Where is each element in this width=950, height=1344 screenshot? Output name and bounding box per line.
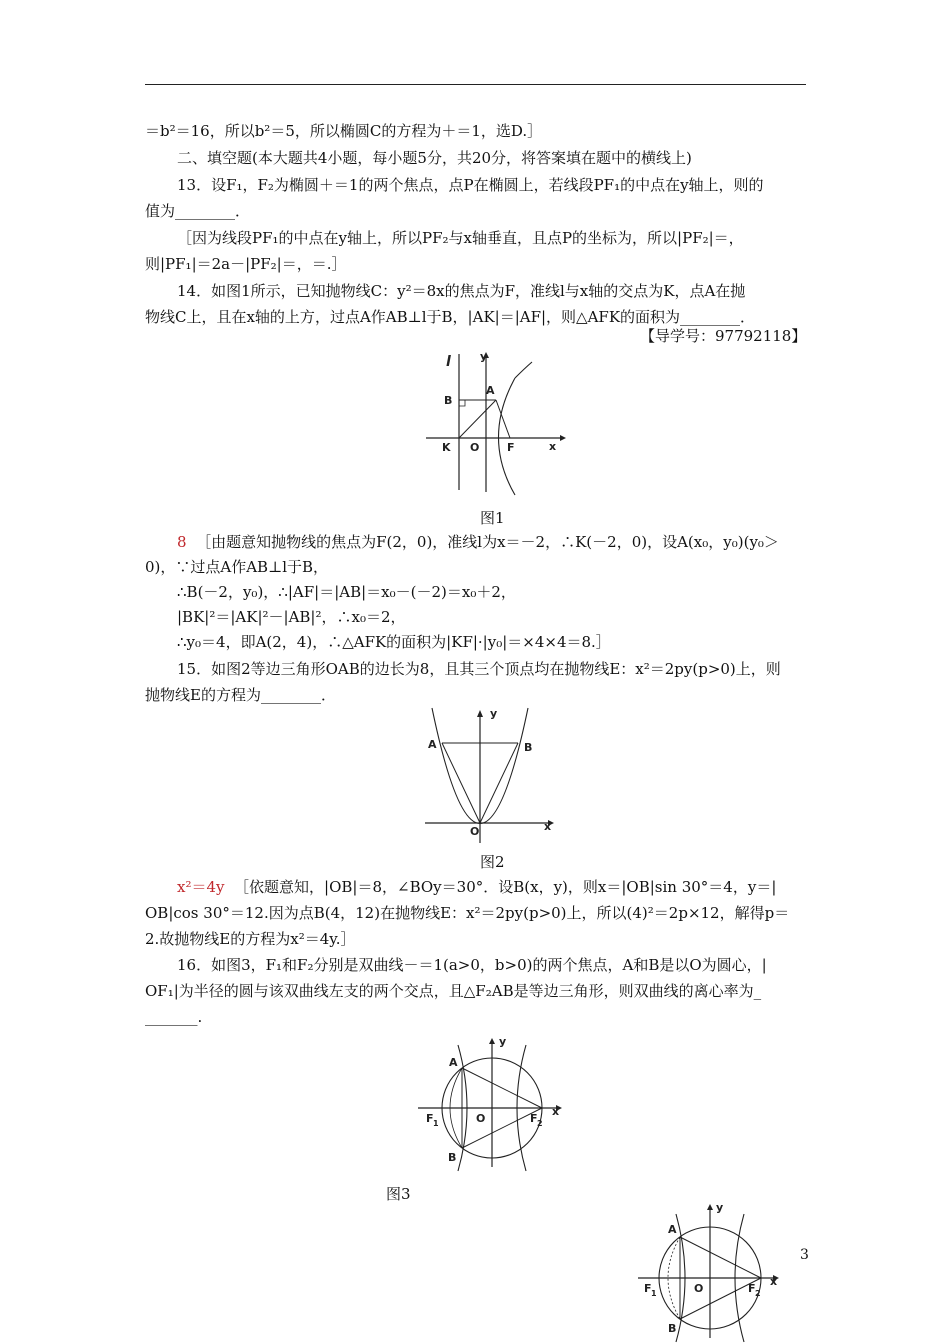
page-number: 3 bbox=[800, 1247, 809, 1263]
answer-14: 8 bbox=[177, 533, 187, 551]
label-B: B bbox=[524, 741, 533, 754]
label-A: A bbox=[668, 1223, 677, 1236]
text-line: OF₁|为半径的圆与该双曲线左支的两个交点，且△F₂AB是等边三角形，则双曲线的离心率为_ bbox=[145, 982, 762, 1000]
question-16: 16．如图3，F₁和F₂分别是双曲线－＝1(a>0，b>0)的两个焦点，A和B是以O为圆心，| bbox=[177, 956, 767, 974]
label-B: B bbox=[668, 1322, 677, 1335]
figure-3-duplicate bbox=[638, 1200, 788, 1340]
label-O: O bbox=[470, 441, 480, 454]
text-line: 2.故抛物线E的方程为x²＝4y.］ bbox=[145, 930, 356, 948]
svg-text:2: 2 bbox=[537, 1119, 543, 1128]
answer-15: x²＝4y bbox=[177, 878, 225, 896]
text-line: 抛物线E的方程为________． bbox=[145, 686, 336, 704]
label-x: x bbox=[549, 440, 557, 453]
text-line: 物线C上，且在x轴的上方，过点A作AB⊥l于B，|AK|＝|AF|，则△AFK的面积为________． bbox=[145, 308, 756, 326]
label-O: O bbox=[694, 1282, 704, 1295]
question-15: 15．如图2等边三角形OAB的边长为8，且其三个顶点均在抛物线E：x²＝2py(p>0)上，则 bbox=[177, 660, 781, 678]
label-y: y bbox=[499, 1035, 507, 1048]
section-heading: 二、填空题(本大题共4小题，每小题5分，共20分，将答案填在题中的横线上) bbox=[177, 149, 692, 167]
figure-1-caption: 图1 bbox=[480, 509, 505, 527]
text-line: OB|cos 30°＝12.因为点B(4，12)在抛物线E：x²＝2py(p>0)上，所以(4)²＝2p×12，解得p＝ bbox=[145, 904, 790, 922]
guide-number: 【导学号：97792118】 bbox=[640, 327, 807, 345]
solution-15-line: x²＝4y ［依题意知，|OB|＝8，∠BOy＝30°．设B(x，y)，则x＝|OB|sin 30°＝4，y＝| bbox=[177, 878, 777, 896]
label-B: B bbox=[444, 394, 453, 407]
solution-14-line: 8 ［由题意知抛物线的焦点为F(2，0)，准线l为x＝－2，∴K(－2，0)，设A(x₀，y₀)(y₀＞ bbox=[177, 533, 779, 551]
text-line: ∴y₀＝4，即A(2，4)，∴△AFK的面积为|KF|·|y₀|＝×4×4＝8.］ bbox=[177, 633, 611, 651]
label-F1: F bbox=[426, 1112, 434, 1125]
label-F: F bbox=[507, 441, 515, 454]
text-line: 值为________． bbox=[145, 202, 251, 220]
text-line: ∴B(－2，y₀)，∴|AF|＝|AB|＝x₀－(－2)＝x₀＋2， bbox=[177, 583, 516, 601]
label-K: K bbox=[442, 441, 451, 454]
svg-text:1: 1 bbox=[433, 1119, 439, 1128]
label-A: A bbox=[449, 1056, 458, 1069]
label-O: O bbox=[476, 1112, 486, 1125]
text-line: ＝b²＝16，所以b²＝5，所以椭圆C的方程为＋＝1，选D.］ bbox=[145, 122, 543, 140]
label-l: l bbox=[446, 354, 451, 370]
label-A: A bbox=[428, 738, 437, 751]
figure-3-caption: 图3 bbox=[386, 1185, 411, 1203]
svg-text:1: 1 bbox=[651, 1289, 657, 1298]
question-14: 14．如图1所示，已知抛物线C：y²＝8x的焦点为F，准线l与x轴的交点为K，点A在抛 bbox=[177, 282, 746, 300]
label-y: y bbox=[716, 1201, 724, 1214]
text-line: _______. bbox=[145, 1008, 203, 1026]
figure-3 bbox=[418, 1035, 568, 1175]
solution-13: ［因为线段PF₁的中点在y轴上，所以PF₂与x轴垂直，且点P的坐标为，所以|PF₂|＝， bbox=[177, 229, 744, 247]
text-line: |BK|²＝|AK|²－|AB|²，∴x₀＝2， bbox=[177, 608, 406, 626]
text-line: 0)，∵过点A作AB⊥l于B， bbox=[145, 558, 329, 576]
label-F1: F bbox=[644, 1282, 652, 1295]
question-13: 13．设F₁，F₂为椭圆＋＝1的两个焦点，点P在椭圆上，若线段PF₁的中点在y轴上，则的 bbox=[177, 176, 764, 194]
label-y: y bbox=[480, 350, 488, 363]
label-B: B bbox=[448, 1151, 457, 1164]
label-x: x bbox=[770, 1275, 778, 1288]
header-rule bbox=[145, 84, 806, 85]
label-y: y bbox=[490, 707, 498, 720]
figure-2 bbox=[420, 705, 560, 845]
label-x: x bbox=[552, 1105, 560, 1118]
label-F2: F bbox=[748, 1282, 756, 1295]
figure-1 bbox=[420, 350, 570, 500]
label-A: A bbox=[486, 384, 495, 397]
label-F2: F bbox=[530, 1112, 538, 1125]
svg-text:2: 2 bbox=[755, 1289, 761, 1298]
label-O: O bbox=[470, 825, 480, 838]
text-line: 则|PF₁|＝2a－|PF₂|＝，＝.］ bbox=[145, 255, 347, 273]
figure-2-caption: 图2 bbox=[480, 853, 505, 871]
label-x: x bbox=[544, 820, 552, 833]
